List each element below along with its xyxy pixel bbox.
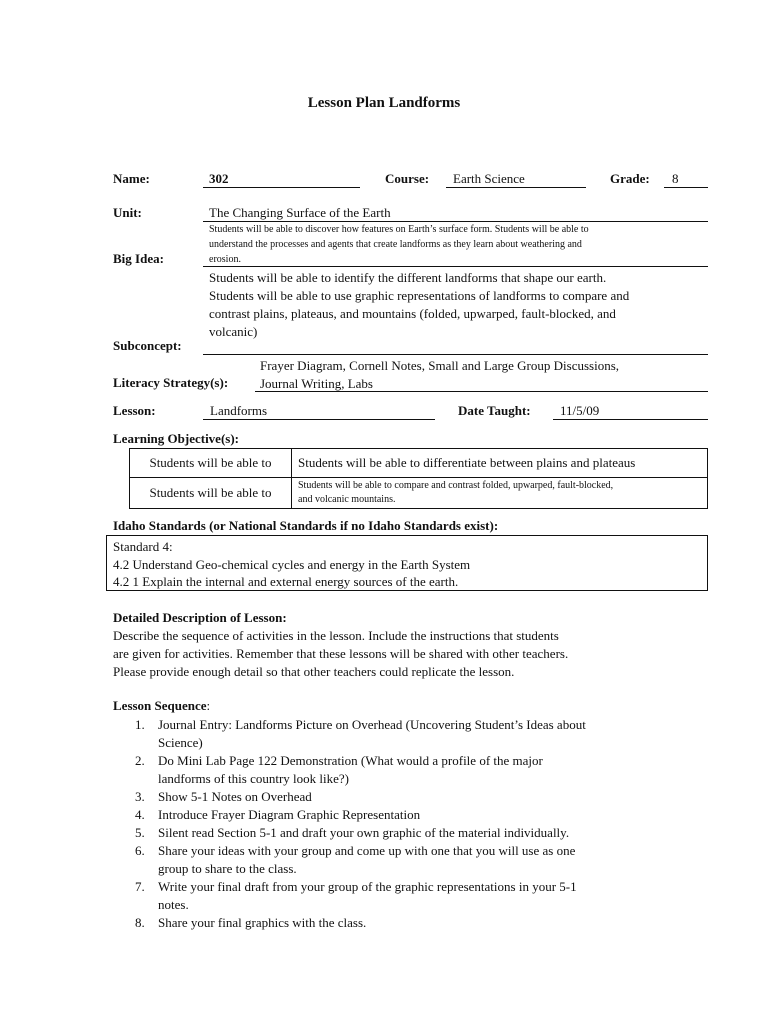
description-line: are given for activities. Remember that these lessons will be shared with other teachers. [113,646,569,661]
item-number: 5. [135,825,145,840]
item-line: notes. [158,897,189,912]
name-value: 302 [209,171,229,186]
standards-heading: Idaho Standards (or National Standards if no Idaho Standards exist): [113,518,499,533]
big-idea-line: Students will be able to discover how features on Earth’s surface form. Students will be able to [209,224,589,235]
big-idea-label: Big Idea: [113,251,164,266]
list-item [113,878,713,914]
literacy-line: Frayer Diagram, Cornell Notes, Small and Large Group Discussions, [260,358,619,373]
sequence-heading-text: Lesson Sequence [113,698,207,713]
item-line: Science) [158,735,203,750]
date-taught-label: Date Taught: [458,403,531,418]
page-title: Lesson Plan Landforms [307,95,461,111]
list-item [113,806,713,824]
literacy-label: Literacy Strategy(s): [113,375,229,390]
lesson-value: Landforms [210,403,268,418]
objective-cell-left: Students will be able to [130,449,292,478]
list-item [113,716,713,752]
lesson-underline [203,419,435,420]
standards-line: 4.2 1 Explain the internal and external energy sources of the earth. [113,574,459,589]
description-heading: Detailed Description of Lesson: [113,610,287,625]
big-idea-line: erosion. [209,254,241,265]
name-label: Name: [113,171,150,186]
item-number: 2. [135,753,145,768]
big-idea-text [209,222,707,267]
grade-label: Grade: [610,171,650,186]
item-number: 6. [135,843,145,858]
standards-line: 4.2 Understand Geo-chemical cycles and energy in the Earth System [113,556,471,572]
learning-objectives-label: Learning Objective(s): [113,431,240,446]
item-line: Share your ideas with your group and come up with one that you will use as one [158,843,576,858]
item-number: 7. [135,879,145,894]
subconcept-text [209,269,707,341]
big-idea-underline [203,266,708,267]
objective-line: Students will be able to compare and contrast folded, upwarped, fault-blocked, [298,480,614,491]
course-value: Earth Science [453,171,525,186]
list-item [113,752,713,788]
item-line: Journal Entry: Landforms Picture on Overhead (Uncovering Student’s Ideas about [158,717,586,732]
description-line: Please provide enough detail so that other teachers could replicate the lesson. [113,664,515,679]
item-line: Share your final graphics with the class. [158,915,367,930]
item-number: 8. [135,915,145,930]
subconcept-line: volcanic) [209,324,258,339]
item-line: landforms of this country look like?) [158,771,349,786]
big-idea-line: understand the processes and agents that create landforms as they learn about weathering and [209,239,582,250]
item-line: Show 5-1 Notes on Overhead [158,789,312,804]
list-item [113,842,713,878]
subconcept-line: contrast plains, plateaus, and mountains (folded, upwarped, fault-blocked, and [209,306,616,321]
subconcept-underline [203,354,708,355]
objective-cell-right [292,478,708,509]
unit-value: The Changing Surface of the Earth [209,205,391,220]
item-line: Introduce Frayer Diagram Graphic Representation [158,807,421,822]
list-item [113,824,713,842]
item-line: Silent read Section 5-1 and draft your own graphic of the material individually. [158,825,570,840]
objective-cell-right: Students will be able to differentiate between plains and plateaus [292,449,708,478]
subconcept-line: Students will be able to identify the different landforms that shape our earth. [209,270,607,285]
date-taught-underline [553,419,708,420]
sequence-heading-colon: : [206,698,211,713]
objectives-table [129,448,708,509]
standards-box [106,535,708,591]
item-number: 4. [135,807,145,822]
literacy-text [260,357,708,393]
table-row [130,478,708,509]
lesson-label: Lesson: [113,403,156,418]
standards-line: Standard 4: [113,539,173,554]
date-taught-value: 11/5/09 [560,403,600,418]
objective-cell-left: Students will be able to [130,478,292,509]
lesson-sequence-list [113,716,713,932]
list-item [113,788,713,806]
grade-underline [664,187,708,188]
grade-value: 8 [672,171,679,186]
course-label: Course: [385,171,430,186]
name-underline [203,187,360,188]
course-underline [446,187,586,188]
objective-line: and volcanic mountains. [298,494,396,505]
item-number: 1. [135,717,145,732]
item-line: Write your final draft from your group of the graphic representations in your 5-1 [158,879,577,894]
literacy-underline [255,391,708,392]
literacy-line: Journal Writing, Labs [260,376,373,391]
list-item [113,914,713,932]
sequence-heading [113,698,210,714]
item-number: 3. [135,789,145,804]
subconcept-line: Students will be able to use graphic representations of landforms to compare and [209,288,630,303]
item-line: Do Mini Lab Page 122 Demonstration (What would a profile of the major [158,753,543,768]
subconcept-label: Subconcept: [113,338,182,353]
description-text [113,627,713,681]
table-row [130,449,708,478]
item-line: group to share to the class. [158,861,297,876]
description-line: Describe the sequence of activities in the lesson. Include the instructions that students [113,628,559,643]
unit-label: Unit: [113,205,142,220]
